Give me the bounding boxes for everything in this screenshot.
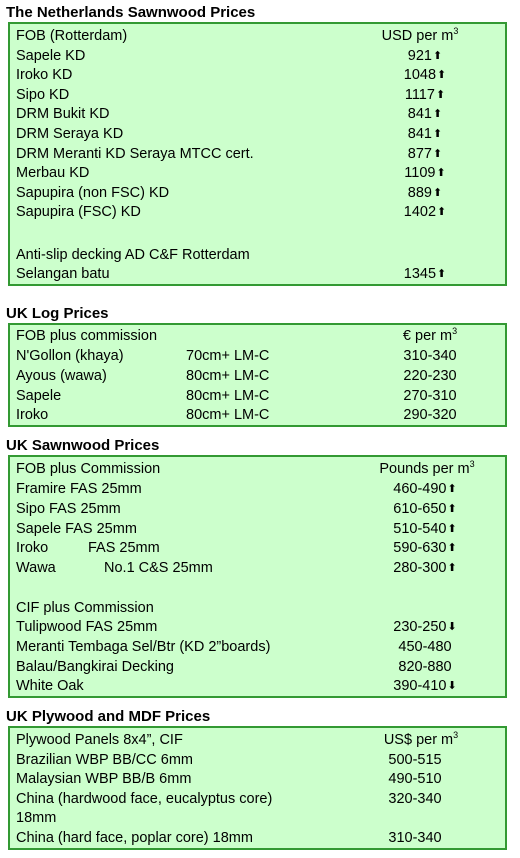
- nl-row: [10, 104, 505, 124]
- nl-row: [10, 202, 505, 222]
- nl-item-name: Merbau KD: [16, 165, 90, 182]
- nl-item-name: DRM Bukit KD: [16, 106, 110, 123]
- nl-price-value: 1048: [403, 67, 437, 84]
- nl-price-value: 841: [407, 125, 432, 142]
- nl-price-value: 1117: [404, 86, 435, 103]
- nl-row: [10, 85, 505, 105]
- arrow-up-icon: ⬆: [447, 542, 457, 555]
- ukply-price-value: 310-340: [388, 830, 442, 846]
- nl-price-value: 1345: [403, 266, 437, 282]
- uksawn-row: [10, 479, 505, 499]
- arrow-up-icon: ⬆: [447, 483, 457, 495]
- ukply-item-name: China (hardwood face, eucalyptus core): [16, 791, 273, 807]
- ukply-item-price: [360, 769, 470, 789]
- nl-item-name: DRM Seraya KD: [16, 125, 124, 142]
- ukply-price-value: 490-510: [388, 771, 442, 787]
- ukply-item-name-cont: 18mm: [16, 810, 57, 826]
- uksawn-price-table: [8, 455, 507, 698]
- uksawn-header-row: [10, 459, 505, 479]
- nl-price-value: 1109: [404, 165, 436, 182]
- uksawn-item-name: Wawa: [16, 560, 56, 577]
- uksawn-price-value: 460-490: [393, 481, 447, 497]
- nl-item-name: DRM Meranti KD Seraya MTCC cert.: [16, 145, 254, 162]
- ukply-item-price: [360, 750, 470, 770]
- nl-section-title: The Netherlands Sawnwood Prices: [6, 4, 256, 21]
- ukply-header-row: [10, 730, 505, 750]
- uksawn-item-name: Framire FAS 25mm: [16, 481, 142, 497]
- nl-item-name: Iroko KD: [16, 67, 73, 84]
- nl-item-price: [380, 183, 470, 204]
- uklog-unit-label: € per $m^3$: [402, 326, 458, 344]
- uksawn-item-name: Iroko: [16, 540, 49, 557]
- uksawn-item-spec: No.1 C&S 25mm: [104, 560, 213, 577]
- nl-item-price: [380, 104, 470, 125]
- nl-item-price: [380, 65, 470, 86]
- nl-item-price: [380, 202, 470, 223]
- uksawn-item-price: [370, 617, 480, 638]
- ukply-price-value: 500-515: [388, 752, 442, 768]
- ukply-item-name: Brazilian WBP BB/CC 6mm: [16, 752, 193, 768]
- uksawn-item-price: [370, 499, 480, 520]
- uksawn-row: [10, 538, 505, 558]
- nl-subheader: [10, 245, 505, 265]
- nl-item-name: Sapupira (FSC) KD: [16, 204, 141, 221]
- uklog-item-spec: 80cm+ LM-C: [186, 367, 270, 384]
- uksawn-item-price: [370, 676, 480, 697]
- uksawn-price-value: 230-250: [393, 619, 447, 635]
- ukply-price-table: [8, 726, 507, 850]
- nl-item-name: Sapele KD: [16, 47, 86, 64]
- nl-row: [10, 163, 505, 183]
- uklog-row: [10, 405, 505, 425]
- nl-price-table: [8, 22, 507, 286]
- nl-item-name: Sapupira (non FSC) KD: [16, 184, 170, 201]
- arrow-up-icon: ⬆: [435, 88, 446, 101]
- arrow-down-icon: ⬇: [447, 680, 457, 693]
- uksawn-row: [10, 676, 505, 696]
- ukply-header-label: Plywood Panels 8x4”, CIF: [16, 732, 183, 748]
- uksawn-row: [10, 519, 505, 539]
- uksawn-subheader: [10, 598, 505, 618]
- uklog-item-spec: 70cm+ LM-C: [186, 348, 270, 364]
- uksawn-row: [10, 617, 505, 637]
- nl-row: [10, 65, 505, 85]
- ukply-row: [10, 828, 505, 848]
- uklog-item-price: [380, 386, 480, 406]
- uklog-item-name: Sapele: [16, 387, 62, 404]
- nl-item-price: [380, 163, 470, 184]
- arrow-up-icon: ⬆: [436, 167, 446, 180]
- uksawn-row: [10, 637, 505, 657]
- nl-item-price: [380, 46, 470, 67]
- uklog-price-value: 290-320: [403, 407, 457, 424]
- nl-item-price: [380, 144, 470, 165]
- uklog-item-price: [380, 366, 480, 386]
- uksawn-item-price: [370, 538, 480, 559]
- uklog-price-table: [8, 323, 507, 427]
- arrow-up-icon: ⬆: [447, 502, 457, 515]
- uksawn-item-name: Sipo FAS 25mm: [16, 500, 121, 517]
- uksawn-item-name: White Oak: [16, 678, 84, 695]
- ukply-item-price: [360, 828, 470, 848]
- uksawn-item-price: [370, 519, 480, 540]
- uksawn-price-value: 450-480: [398, 638, 452, 655]
- ukply-row-continuation: [10, 808, 505, 828]
- uklog-row: [10, 386, 505, 406]
- uklog-item-name: N'Gollon (khaya): [16, 348, 124, 364]
- arrow-down-icon: ⬇: [447, 621, 457, 633]
- uklog-item-spec: 80cm+ LM-C: [186, 387, 270, 404]
- nl-row: [10, 183, 505, 203]
- uklog-row: [10, 366, 505, 386]
- arrow-up-icon: ⬆: [432, 49, 443, 62]
- nl-item-price: [380, 85, 470, 106]
- uklog-item-price: [380, 405, 480, 425]
- uksawn-price-value: 280-300: [393, 560, 447, 577]
- ukply-price-value: 320-340: [388, 791, 442, 807]
- uksawn-item-name: Meranti Tembaga Sel/Btr (KD 2”boards): [16, 638, 271, 655]
- uksawn-price-value: 390-410: [393, 678, 447, 695]
- uksawn-row: [10, 657, 505, 677]
- uksawn-item-price: [370, 657, 480, 677]
- arrow-up-icon: ⬆: [437, 206, 447, 219]
- arrow-up-icon: ⬆: [432, 127, 443, 140]
- nl-row: [10, 264, 505, 284]
- arrow-up-icon: ⬆: [437, 268, 447, 280]
- uksawn-price-value: 610-650: [393, 500, 447, 517]
- nl-price-value: 877: [407, 145, 432, 162]
- uklog-price-value: 220-230: [403, 367, 457, 384]
- uksawn-price-value: 820-880: [398, 658, 452, 675]
- uklog-header-row: [10, 326, 505, 346]
- nl-item-name: Selangan batu: [16, 266, 110, 282]
- arrow-up-icon: ⬆: [437, 69, 447, 82]
- uksawn-unit-label: Pounds per $m^3$: [379, 459, 475, 477]
- uksawn-item-name: Balau/Bangkirai Decking: [16, 658, 174, 675]
- uklog-item-price: [380, 346, 480, 366]
- nl-subheader-label: Anti-slip decking AD C&F Rotterdam: [16, 247, 250, 263]
- uksawn-item-spec: FAS 25mm: [88, 540, 160, 557]
- uksawn-item-price: [370, 558, 480, 579]
- uklog-item-name: Iroko: [16, 407, 49, 424]
- ukply-unit-label: US$ per $m^3$: [383, 730, 459, 748]
- uksawn-subheader-label: CIF plus Commission: [16, 600, 154, 616]
- uklog-price-value: 270-310: [403, 387, 457, 404]
- nl-header-label: FOB (Rotterdam): [16, 28, 128, 44]
- uklog-item-spec: 80cm+ LM-C: [186, 407, 270, 424]
- uksawn-item-name: Tulipwood FAS 25mm: [16, 619, 158, 635]
- arrow-up-icon: ⬆: [432, 108, 443, 121]
- uksawn-row: [10, 499, 505, 519]
- uksawn-item-price: [370, 479, 480, 500]
- nl-row: [10, 124, 505, 144]
- nl-unit-label: USD per $m^3$: [381, 26, 459, 44]
- nl-price-value: 841: [407, 106, 432, 123]
- ukply-item-name: China (hard face, poplar core) 18mm: [16, 830, 253, 846]
- nl-item-price: [380, 124, 470, 145]
- uksawn-row: [10, 558, 505, 578]
- arrow-up-icon: ⬆: [432, 147, 443, 160]
- ukply-section-title: UK Plywood and MDF Prices: [6, 708, 211, 725]
- ukply-item-price: [360, 789, 470, 809]
- uksawn-price-value: 510-540: [393, 520, 447, 537]
- nl-item-name: Sipo KD: [16, 86, 70, 103]
- arrow-up-icon: ⬆: [447, 522, 457, 535]
- uksawn-price-value: 590-630: [393, 540, 447, 557]
- arrow-up-icon: ⬆: [432, 186, 443, 199]
- nl-header-row: [10, 26, 505, 46]
- uklog-row: [10, 346, 505, 366]
- uklog-header-label: FOB plus commission: [16, 328, 158, 344]
- arrow-up-icon: ⬆: [447, 562, 457, 575]
- ukply-row: [10, 769, 505, 789]
- nl-item-price: [380, 264, 470, 285]
- ukply-row: [10, 789, 505, 809]
- uklog-price-value: 310-340: [403, 348, 457, 364]
- uksawn-section-title: UK Sawnwood Prices: [6, 437, 160, 454]
- uklog-section-title: UK Log Prices: [6, 305, 109, 322]
- nl-row: [10, 144, 505, 164]
- ukply-item-name: Malaysian WBP BB/B 6mm: [16, 771, 192, 787]
- nl-price-value: 889: [407, 184, 432, 201]
- nl-row: [10, 46, 505, 66]
- ukply-row: [10, 750, 505, 770]
- nl-price-value: 921: [407, 47, 432, 64]
- uksawn-header-label: FOB plus Commission: [16, 461, 161, 477]
- nl-price-value: 1402: [403, 204, 437, 221]
- uksawn-item-price: [370, 637, 480, 657]
- uksawn-item-name: Sapele FAS 25mm: [16, 520, 137, 537]
- uklog-item-name: Ayous (wawa): [16, 367, 107, 384]
